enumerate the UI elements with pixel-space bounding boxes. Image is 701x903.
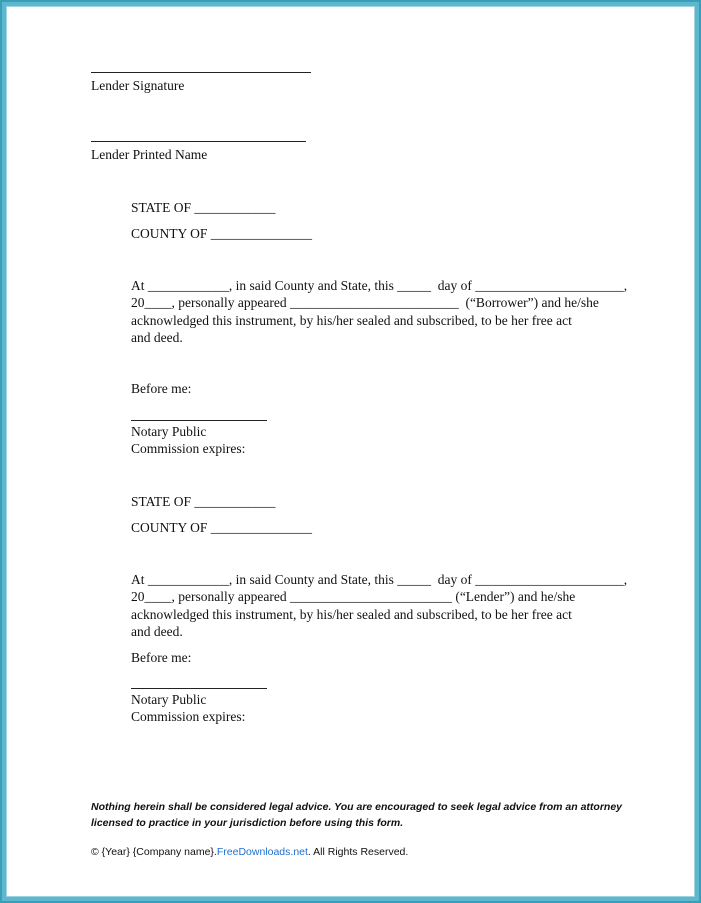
- paragraph-line: and deed.: [131, 623, 183, 639]
- paragraph-line: 20____, personally appeared _________________________ (“Borrower”) and he/she: [131, 295, 599, 311]
- paragraph-line: At ____________, in said County and State, this _____ day of ______________________,: [131, 278, 628, 293]
- paragraph-line: At ____________, in said County and State, this _____ day of ______________________,: [131, 572, 628, 587]
- notary-signature-line: [131, 688, 267, 689]
- freedownloads-link[interactable]: FreeDownloads.net: [216, 846, 308, 858]
- document-page: [6, 6, 695, 897]
- lender-signature-line: [91, 72, 311, 73]
- state-of-field: STATE OF ____________: [131, 200, 276, 215]
- commission-expires-label: Commission expires:: [131, 709, 246, 724]
- notary-public-label: Notary Public: [131, 692, 207, 707]
- commission-expires-label: Commission expires:: [131, 441, 246, 456]
- lender-printed-name-line: [91, 141, 306, 142]
- paragraph-line: acknowledged this instrument, by his/her sealed and subscribed, to be her free act: [131, 312, 572, 328]
- notary-signature-line: [131, 420, 267, 421]
- county-of-field: COUNTY OF _______________: [131, 226, 313, 241]
- state-of-field: STATE OF ____________: [131, 494, 276, 509]
- paragraph-line: acknowledged this instrument, by his/her sealed and subscribed, to be her free act: [131, 606, 572, 622]
- borrower-acknowledgment-paragraph: [131, 277, 628, 346]
- before-me-label: Before me:: [131, 650, 192, 665]
- before-me-label: Before me:: [131, 381, 192, 396]
- lender-acknowledgment-paragraph: [131, 571, 628, 640]
- paragraph-line: 20____, personally appeared ________________________ (“Lender”) and he/she: [131, 589, 576, 605]
- lender-signature-label: Lender Signature: [91, 78, 185, 93]
- copyright-notice: [91, 844, 408, 860]
- paragraph-line: and deed.: [131, 329, 183, 345]
- copyright-suffix: . All Rights Reserved.: [307, 846, 409, 858]
- lender-printed-name-label: Lender Printed Name: [91, 147, 208, 162]
- notary-public-label: Notary Public: [131, 424, 207, 439]
- legal-disclaimer: Nothing herein shall be considered legal advice. You are encouraged to seek legal advice from an attorney licensed to practice in your jurisdiction before using this form.: [91, 801, 622, 829]
- copyright-prefix: © {Year} {Company name}.: [91, 846, 217, 858]
- county-of-field: COUNTY OF _______________: [131, 520, 313, 535]
